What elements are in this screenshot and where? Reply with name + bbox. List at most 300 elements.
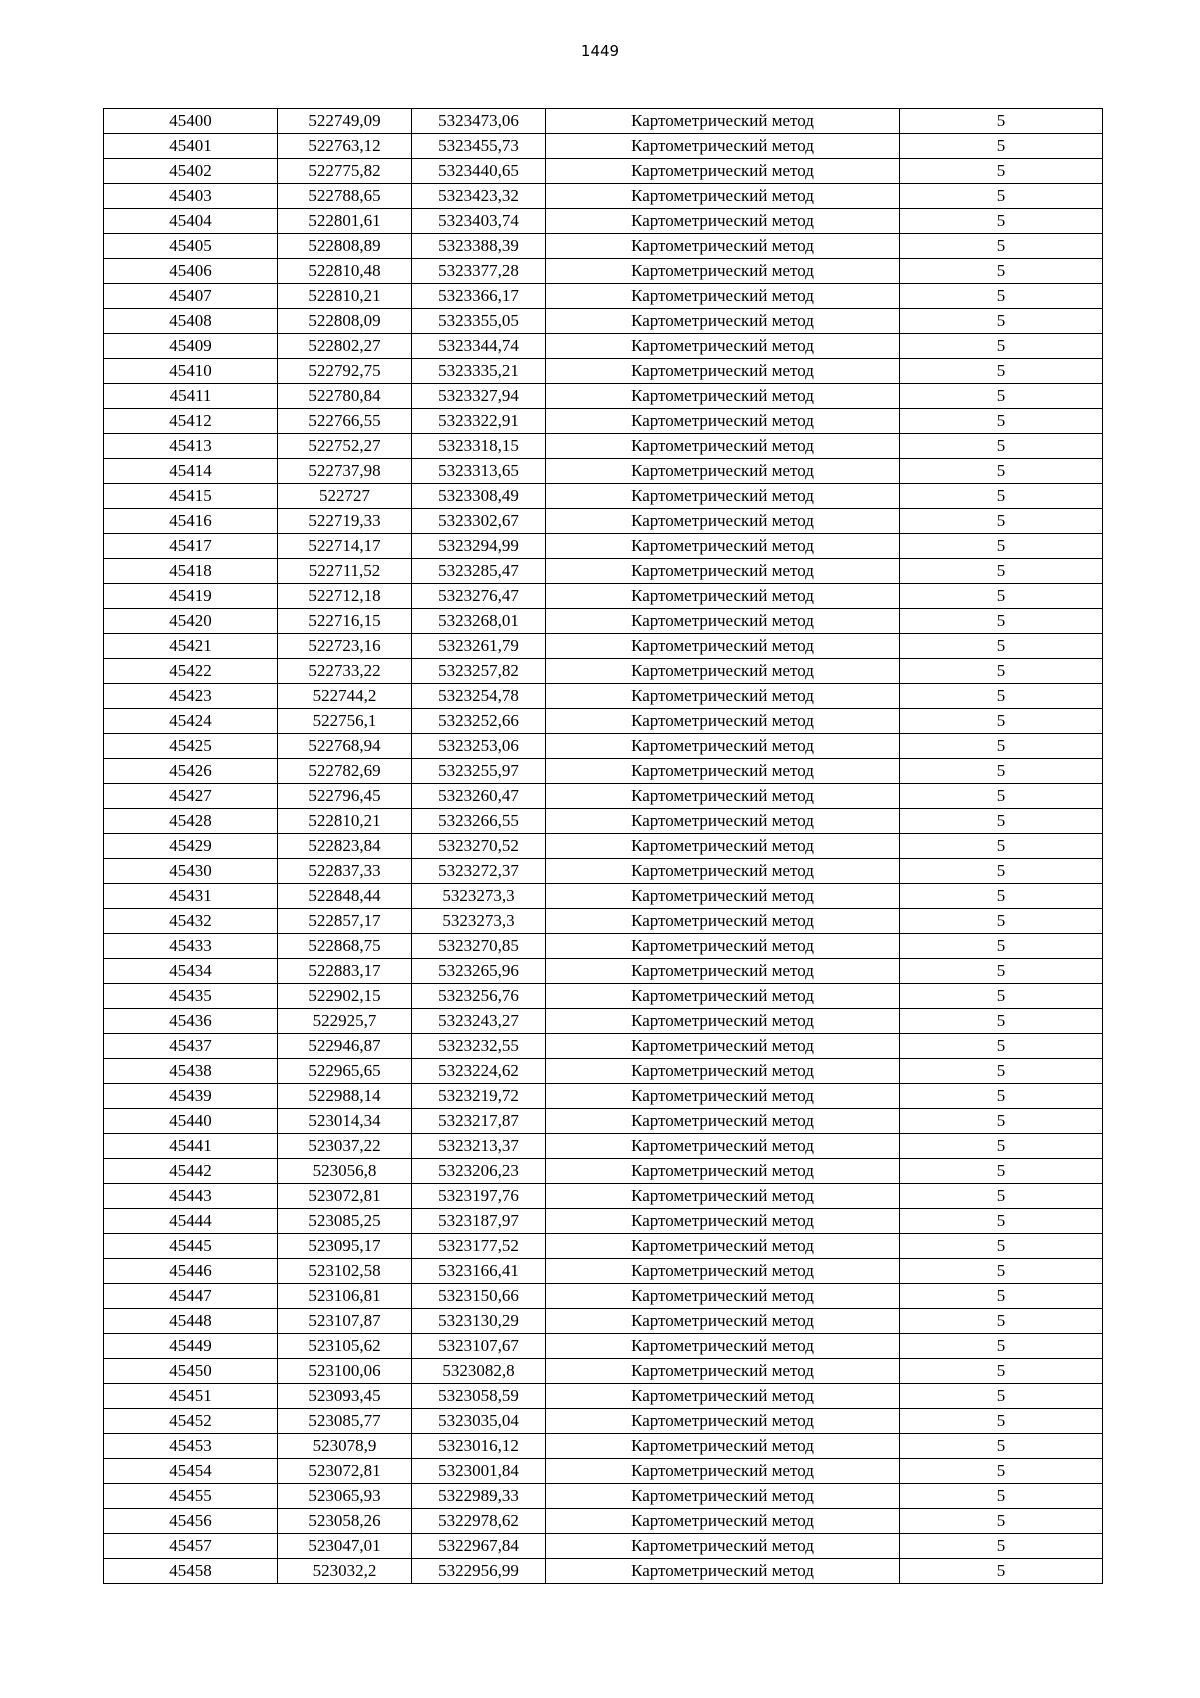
accuracy-cell: 5 [900, 1184, 1103, 1209]
method-cell: Картометрический метод [546, 284, 900, 309]
method-cell: Картометрический метод [546, 509, 900, 534]
table-row [104, 959, 1103, 984]
point-number-cell: 45419 [104, 584, 278, 609]
x-coordinate-cell: 523072,81 [278, 1184, 412, 1209]
coordinates-table-container [103, 108, 1102, 1584]
method-cell: Картометрический метод [546, 884, 900, 909]
y-coordinate-cell: 5323388,39 [412, 234, 546, 259]
table-row [104, 1484, 1103, 1509]
table-row [104, 509, 1103, 534]
accuracy-cell: 5 [900, 1434, 1103, 1459]
table-row [104, 234, 1103, 259]
point-number-cell: 45420 [104, 609, 278, 634]
x-coordinate-cell: 522902,15 [278, 984, 412, 1009]
table-row [104, 1284, 1103, 1309]
x-coordinate-cell: 522714,17 [278, 534, 412, 559]
point-number-cell: 45422 [104, 659, 278, 684]
y-coordinate-cell: 5323035,04 [412, 1409, 546, 1434]
x-coordinate-cell: 523100,06 [278, 1359, 412, 1384]
table-row [104, 534, 1103, 559]
point-number-cell: 45456 [104, 1509, 278, 1534]
accuracy-cell: 5 [900, 459, 1103, 484]
point-number-cell: 45433 [104, 934, 278, 959]
accuracy-cell: 5 [900, 509, 1103, 534]
point-number-cell: 45401 [104, 134, 278, 159]
accuracy-cell: 5 [900, 384, 1103, 409]
point-number-cell: 45434 [104, 959, 278, 984]
table-row [104, 159, 1103, 184]
table-row [104, 984, 1103, 1009]
y-coordinate-cell: 5323273,3 [412, 909, 546, 934]
method-cell: Картометрический метод [546, 1109, 900, 1134]
table-row [104, 309, 1103, 334]
point-number-cell: 45413 [104, 434, 278, 459]
x-coordinate-cell: 523095,17 [278, 1234, 412, 1259]
table-row [104, 584, 1103, 609]
table-row [104, 1334, 1103, 1359]
point-number-cell: 45424 [104, 709, 278, 734]
accuracy-cell: 5 [900, 234, 1103, 259]
point-number-cell: 45403 [104, 184, 278, 209]
method-cell: Картометрический метод [546, 1209, 900, 1234]
table-row [104, 1459, 1103, 1484]
table-body [104, 109, 1103, 1584]
method-cell: Картометрический метод [546, 784, 900, 809]
table-row [104, 1309, 1103, 1334]
method-cell: Картометрический метод [546, 134, 900, 159]
x-coordinate-cell: 523072,81 [278, 1459, 412, 1484]
coordinates-table [103, 108, 1103, 1584]
y-coordinate-cell: 5323219,72 [412, 1084, 546, 1109]
y-coordinate-cell: 5323355,05 [412, 309, 546, 334]
point-number-cell: 45446 [104, 1259, 278, 1284]
method-cell: Картометрический метод [546, 609, 900, 634]
x-coordinate-cell: 523065,93 [278, 1484, 412, 1509]
table-row [104, 859, 1103, 884]
point-number-cell: 45427 [104, 784, 278, 809]
point-number-cell: 45416 [104, 509, 278, 534]
x-coordinate-cell: 523014,34 [278, 1109, 412, 1134]
point-number-cell: 45423 [104, 684, 278, 709]
method-cell: Картометрический метод [546, 1184, 900, 1209]
method-cell: Картометрический метод [546, 909, 900, 934]
table-row [104, 1184, 1103, 1209]
x-coordinate-cell: 522775,82 [278, 159, 412, 184]
accuracy-cell: 5 [900, 284, 1103, 309]
method-cell: Картометрический метод [546, 1534, 900, 1559]
method-cell: Картометрический метод [546, 759, 900, 784]
x-coordinate-cell: 522810,21 [278, 809, 412, 834]
y-coordinate-cell: 5323177,52 [412, 1234, 546, 1259]
method-cell: Картометрический метод [546, 834, 900, 859]
accuracy-cell: 5 [900, 834, 1103, 859]
table-row [104, 1084, 1103, 1109]
point-number-cell: 45408 [104, 309, 278, 334]
table-row [104, 784, 1103, 809]
method-cell: Картометрический метод [546, 1459, 900, 1484]
point-number-cell: 45425 [104, 734, 278, 759]
y-coordinate-cell: 5323308,49 [412, 484, 546, 509]
point-number-cell: 45442 [104, 1159, 278, 1184]
y-coordinate-cell: 5323366,17 [412, 284, 546, 309]
method-cell: Картометрический метод [546, 159, 900, 184]
method-cell: Картометрический метод [546, 1359, 900, 1384]
method-cell: Картометрический метод [546, 809, 900, 834]
y-coordinate-cell: 5323253,06 [412, 734, 546, 759]
x-coordinate-cell: 522782,69 [278, 759, 412, 784]
accuracy-cell: 5 [900, 584, 1103, 609]
accuracy-cell: 5 [900, 1334, 1103, 1359]
point-number-cell: 45411 [104, 384, 278, 409]
method-cell: Картометрический метод [546, 259, 900, 284]
y-coordinate-cell: 5323272,37 [412, 859, 546, 884]
x-coordinate-cell: 522988,14 [278, 1084, 412, 1109]
y-coordinate-cell: 5323273,3 [412, 884, 546, 909]
y-coordinate-cell: 5323243,27 [412, 1009, 546, 1034]
method-cell: Картометрический метод [546, 934, 900, 959]
table-row [104, 1384, 1103, 1409]
point-number-cell: 45432 [104, 909, 278, 934]
x-coordinate-cell: 522788,65 [278, 184, 412, 209]
table-row [104, 409, 1103, 434]
x-coordinate-cell: 522763,12 [278, 134, 412, 159]
table-row [104, 359, 1103, 384]
accuracy-cell: 5 [900, 134, 1103, 159]
y-coordinate-cell: 5322967,84 [412, 1534, 546, 1559]
table-row [104, 1509, 1103, 1534]
method-cell: Картометрический метод [546, 584, 900, 609]
method-cell: Картометрический метод [546, 684, 900, 709]
accuracy-cell: 5 [900, 609, 1103, 634]
y-coordinate-cell: 5323082,8 [412, 1359, 546, 1384]
point-number-cell: 45438 [104, 1059, 278, 1084]
method-cell: Картометрический метод [546, 234, 900, 259]
accuracy-cell: 5 [900, 1059, 1103, 1084]
table-row [104, 384, 1103, 409]
method-cell: Картометрический метод [546, 209, 900, 234]
table-row [104, 634, 1103, 659]
method-cell: Картометрический метод [546, 1309, 900, 1334]
accuracy-cell: 5 [900, 434, 1103, 459]
x-coordinate-cell: 522712,18 [278, 584, 412, 609]
y-coordinate-cell: 5323197,76 [412, 1184, 546, 1209]
x-coordinate-cell: 522737,98 [278, 459, 412, 484]
method-cell: Картометрический метод [546, 1509, 900, 1534]
x-coordinate-cell: 522810,21 [278, 284, 412, 309]
method-cell: Картометрический метод [546, 109, 900, 134]
table-row [104, 1409, 1103, 1434]
point-number-cell: 45426 [104, 759, 278, 784]
x-coordinate-cell: 523107,87 [278, 1309, 412, 1334]
method-cell: Картометрический метод [546, 534, 900, 559]
y-coordinate-cell: 5322978,62 [412, 1509, 546, 1534]
accuracy-cell: 5 [900, 1309, 1103, 1334]
point-number-cell: 45447 [104, 1284, 278, 1309]
x-coordinate-cell: 523102,58 [278, 1259, 412, 1284]
accuracy-cell: 5 [900, 1084, 1103, 1109]
y-coordinate-cell: 5323206,23 [412, 1159, 546, 1184]
x-coordinate-cell: 522733,22 [278, 659, 412, 684]
table-row [104, 1434, 1103, 1459]
y-coordinate-cell: 5323270,85 [412, 934, 546, 959]
point-number-cell: 45421 [104, 634, 278, 659]
table-row [104, 759, 1103, 784]
y-coordinate-cell: 5323322,91 [412, 409, 546, 434]
table-row [104, 834, 1103, 859]
accuracy-cell: 5 [900, 1409, 1103, 1434]
accuracy-cell: 5 [900, 1359, 1103, 1384]
page-number: 1449 [580, 42, 620, 60]
accuracy-cell: 5 [900, 1034, 1103, 1059]
point-number-cell: 45404 [104, 209, 278, 234]
x-coordinate-cell: 522766,55 [278, 409, 412, 434]
accuracy-cell: 5 [900, 1209, 1103, 1234]
table-row [104, 909, 1103, 934]
accuracy-cell: 5 [900, 184, 1103, 209]
accuracy-cell: 5 [900, 109, 1103, 134]
x-coordinate-cell: 522808,09 [278, 309, 412, 334]
accuracy-cell: 5 [900, 1484, 1103, 1509]
y-coordinate-cell: 5323423,32 [412, 184, 546, 209]
x-coordinate-cell: 523037,22 [278, 1134, 412, 1159]
y-coordinate-cell: 5323254,78 [412, 684, 546, 709]
accuracy-cell: 5 [900, 909, 1103, 934]
method-cell: Картометрический метод [546, 1484, 900, 1509]
x-coordinate-cell: 523106,81 [278, 1284, 412, 1309]
method-cell: Картометрический метод [546, 659, 900, 684]
point-number-cell: 45455 [104, 1484, 278, 1509]
x-coordinate-cell: 522823,84 [278, 834, 412, 859]
x-coordinate-cell: 523058,26 [278, 1509, 412, 1534]
method-cell: Картометрический метод [546, 959, 900, 984]
y-coordinate-cell: 5323256,76 [412, 984, 546, 1009]
point-number-cell: 45410 [104, 359, 278, 384]
point-number-cell: 45449 [104, 1334, 278, 1359]
method-cell: Картометрический метод [546, 1434, 900, 1459]
table-row [104, 734, 1103, 759]
accuracy-cell: 5 [900, 484, 1103, 509]
point-number-cell: 45414 [104, 459, 278, 484]
method-cell: Картометрический метод [546, 984, 900, 1009]
x-coordinate-cell: 522716,15 [278, 609, 412, 634]
x-coordinate-cell: 522719,33 [278, 509, 412, 534]
y-coordinate-cell: 5323232,55 [412, 1034, 546, 1059]
y-coordinate-cell: 5323473,06 [412, 109, 546, 134]
table-row [104, 1534, 1103, 1559]
table-row [104, 484, 1103, 509]
method-cell: Картометрический метод [546, 384, 900, 409]
accuracy-cell: 5 [900, 1134, 1103, 1159]
y-coordinate-cell: 5323001,84 [412, 1459, 546, 1484]
y-coordinate-cell: 5323285,47 [412, 559, 546, 584]
table-row [104, 934, 1103, 959]
y-coordinate-cell: 5323318,15 [412, 434, 546, 459]
point-number-cell: 45436 [104, 1009, 278, 1034]
method-cell: Картометрический метод [546, 1284, 900, 1309]
accuracy-cell: 5 [900, 1459, 1103, 1484]
y-coordinate-cell: 5323166,41 [412, 1259, 546, 1284]
y-coordinate-cell: 5323150,66 [412, 1284, 546, 1309]
method-cell: Картометрический метод [546, 634, 900, 659]
method-cell: Картометрический метод [546, 434, 900, 459]
accuracy-cell: 5 [900, 1384, 1103, 1409]
table-row [104, 709, 1103, 734]
accuracy-cell: 5 [900, 684, 1103, 709]
accuracy-cell: 5 [900, 159, 1103, 184]
table-row [104, 434, 1103, 459]
x-coordinate-cell: 522965,65 [278, 1059, 412, 1084]
x-coordinate-cell: 522727 [278, 484, 412, 509]
y-coordinate-cell: 5322956,99 [412, 1559, 546, 1584]
accuracy-cell: 5 [900, 209, 1103, 234]
y-coordinate-cell: 5323302,67 [412, 509, 546, 534]
table-row [104, 809, 1103, 834]
table-row [104, 334, 1103, 359]
method-cell: Картометрический метод [546, 1384, 900, 1409]
method-cell: Картометрический метод [546, 859, 900, 884]
x-coordinate-cell: 522744,2 [278, 684, 412, 709]
y-coordinate-cell: 5323327,94 [412, 384, 546, 409]
method-cell: Картометрический метод [546, 559, 900, 584]
accuracy-cell: 5 [900, 884, 1103, 909]
accuracy-cell: 5 [900, 984, 1103, 1009]
method-cell: Картометрический метод [546, 1009, 900, 1034]
point-number-cell: 45439 [104, 1084, 278, 1109]
y-coordinate-cell: 5323213,37 [412, 1134, 546, 1159]
y-coordinate-cell: 5323016,12 [412, 1434, 546, 1459]
table-row [104, 459, 1103, 484]
x-coordinate-cell: 522780,84 [278, 384, 412, 409]
point-number-cell: 45409 [104, 334, 278, 359]
accuracy-cell: 5 [900, 1559, 1103, 1584]
method-cell: Картометрический метод [546, 1159, 900, 1184]
y-coordinate-cell: 5323313,65 [412, 459, 546, 484]
accuracy-cell: 5 [900, 1109, 1103, 1134]
point-number-cell: 45400 [104, 109, 278, 134]
y-coordinate-cell: 5323270,52 [412, 834, 546, 859]
point-number-cell: 45451 [104, 1384, 278, 1409]
y-coordinate-cell: 5323455,73 [412, 134, 546, 159]
table-row [104, 884, 1103, 909]
accuracy-cell: 5 [900, 534, 1103, 559]
point-number-cell: 45429 [104, 834, 278, 859]
point-number-cell: 45430 [104, 859, 278, 884]
y-coordinate-cell: 5323255,97 [412, 759, 546, 784]
table-row [104, 1234, 1103, 1259]
point-number-cell: 45445 [104, 1234, 278, 1259]
table-row [104, 1359, 1103, 1384]
x-coordinate-cell: 522925,7 [278, 1009, 412, 1034]
method-cell: Картометрический метод [546, 1334, 900, 1359]
table-row [104, 134, 1103, 159]
accuracy-cell: 5 [900, 409, 1103, 434]
x-coordinate-cell: 522756,1 [278, 709, 412, 734]
method-cell: Картометрический метод [546, 1559, 900, 1584]
x-coordinate-cell: 522810,48 [278, 259, 412, 284]
table-row [104, 609, 1103, 634]
point-number-cell: 45440 [104, 1109, 278, 1134]
y-coordinate-cell: 5323276,47 [412, 584, 546, 609]
accuracy-cell: 5 [900, 1534, 1103, 1559]
y-coordinate-cell: 5322989,33 [412, 1484, 546, 1509]
accuracy-cell: 5 [900, 1259, 1103, 1284]
method-cell: Картометрический метод [546, 734, 900, 759]
point-number-cell: 45454 [104, 1459, 278, 1484]
y-coordinate-cell: 5323294,99 [412, 534, 546, 559]
table-row [104, 1134, 1103, 1159]
y-coordinate-cell: 5323261,79 [412, 634, 546, 659]
y-coordinate-cell: 5323260,47 [412, 784, 546, 809]
accuracy-cell: 5 [900, 759, 1103, 784]
y-coordinate-cell: 5323187,97 [412, 1209, 546, 1234]
accuracy-cell: 5 [900, 809, 1103, 834]
x-coordinate-cell: 523056,8 [278, 1159, 412, 1184]
method-cell: Картометрический метод [546, 1259, 900, 1284]
x-coordinate-cell: 523085,77 [278, 1409, 412, 1434]
point-number-cell: 45458 [104, 1559, 278, 1584]
x-coordinate-cell: 523093,45 [278, 1384, 412, 1409]
table-row [104, 1109, 1103, 1134]
x-coordinate-cell: 523032,2 [278, 1559, 412, 1584]
method-cell: Картометрический метод [546, 709, 900, 734]
point-number-cell: 45443 [104, 1184, 278, 1209]
y-coordinate-cell: 5323265,96 [412, 959, 546, 984]
point-number-cell: 45428 [104, 809, 278, 834]
y-coordinate-cell: 5323058,59 [412, 1384, 546, 1409]
point-number-cell: 45415 [104, 484, 278, 509]
table-row [104, 1009, 1103, 1034]
point-number-cell: 45444 [104, 1209, 278, 1234]
point-number-cell: 45417 [104, 534, 278, 559]
point-number-cell: 45405 [104, 234, 278, 259]
method-cell: Картометрический метод [546, 1034, 900, 1059]
x-coordinate-cell: 523078,9 [278, 1434, 412, 1459]
table-row [104, 559, 1103, 584]
point-number-cell: 45437 [104, 1034, 278, 1059]
point-number-cell: 45457 [104, 1534, 278, 1559]
table-row [104, 1059, 1103, 1084]
point-number-cell: 45448 [104, 1309, 278, 1334]
y-coordinate-cell: 5323335,21 [412, 359, 546, 384]
method-cell: Картометрический метод [546, 1234, 900, 1259]
x-coordinate-cell: 522723,16 [278, 634, 412, 659]
x-coordinate-cell: 522802,27 [278, 334, 412, 359]
point-number-cell: 45452 [104, 1409, 278, 1434]
method-cell: Картометрический метод [546, 1059, 900, 1084]
point-number-cell: 45450 [104, 1359, 278, 1384]
table-row [104, 209, 1103, 234]
y-coordinate-cell: 5323130,29 [412, 1309, 546, 1334]
table-row [104, 109, 1103, 134]
x-coordinate-cell: 523105,62 [278, 1334, 412, 1359]
x-coordinate-cell: 522752,27 [278, 434, 412, 459]
accuracy-cell: 5 [900, 709, 1103, 734]
table-row [104, 1559, 1103, 1584]
x-coordinate-cell: 522946,87 [278, 1034, 412, 1059]
x-coordinate-cell: 523047,01 [278, 1534, 412, 1559]
x-coordinate-cell: 522883,17 [278, 959, 412, 984]
y-coordinate-cell: 5323107,67 [412, 1334, 546, 1359]
accuracy-cell: 5 [900, 334, 1103, 359]
method-cell: Картометрический метод [546, 1134, 900, 1159]
method-cell: Картометрический метод [546, 184, 900, 209]
method-cell: Картометрический метод [546, 1084, 900, 1109]
point-number-cell: 45453 [104, 1434, 278, 1459]
table-row [104, 659, 1103, 684]
table-row [104, 284, 1103, 309]
accuracy-cell: 5 [900, 1159, 1103, 1184]
x-coordinate-cell: 522796,45 [278, 784, 412, 809]
